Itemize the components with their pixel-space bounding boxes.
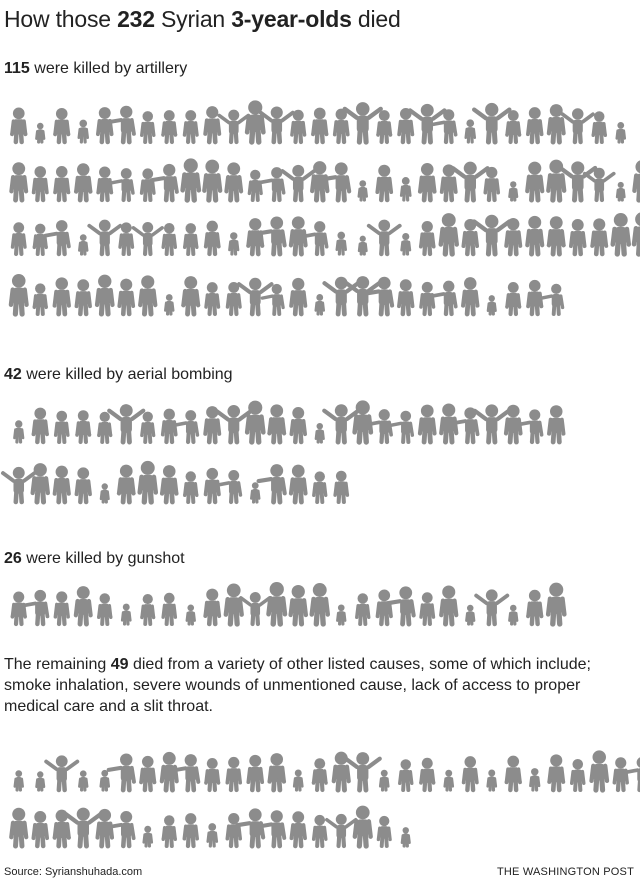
artillery-row-4 <box>4 268 636 316</box>
child-silhouette-4-48 <box>378 816 390 846</box>
child-silhouette-2-34 <box>160 465 179 502</box>
child-silhouette-1-93 <box>76 279 90 314</box>
child-silhouette-4-31 <box>11 808 26 846</box>
child-silhouette-1-37 <box>152 164 177 200</box>
child-silhouette-1-104 <box>316 294 324 314</box>
child-silhouette-1-65 <box>120 222 132 254</box>
child-silhouette-4-13 <box>267 753 286 790</box>
child-silhouette-2-19 <box>391 411 413 442</box>
child-silhouette-1-49 <box>418 163 437 200</box>
child-silhouette-1-23 <box>474 103 509 142</box>
child-silhouette-1-58 <box>617 182 624 200</box>
child-silhouette-4-3 <box>46 755 77 790</box>
child-silhouette-2-2 <box>31 408 49 442</box>
child-silhouette-3-15 <box>312 583 328 624</box>
child-silhouette-1-17 <box>345 102 381 142</box>
child-silhouette-4-4 <box>79 770 87 790</box>
title-age: 3-year-olds <box>231 6 352 32</box>
child-silhouette-3-17 <box>357 593 369 624</box>
child-silhouette-3-22 <box>467 605 474 624</box>
child-silhouette-1-105 <box>324 277 358 314</box>
child-silhouette-1-74 <box>304 221 327 254</box>
child-silhouette-1-35 <box>111 168 133 200</box>
child-silhouette-2-30 <box>77 467 90 502</box>
silhouette-row <box>4 396 636 444</box>
child-silhouette-2-20 <box>420 405 435 442</box>
child-silhouette-2-27 <box>3 467 35 502</box>
child-silhouette-3-14 <box>291 585 306 624</box>
artillery-row-3 <box>4 208 636 256</box>
child-silhouette-3-23 <box>476 589 507 624</box>
child-silhouette-4-7 <box>139 756 156 790</box>
child-silhouette-3-16 <box>337 604 345 624</box>
remaining-prefix: The remaining <box>4 656 111 673</box>
child-silhouette-1-95 <box>119 279 133 314</box>
title-total: 232 <box>117 6 155 32</box>
child-silhouette-4-19 <box>400 759 412 790</box>
child-silhouette-1-112 <box>488 295 495 314</box>
child-silhouette-1-90 <box>11 274 27 314</box>
child-silhouette-4-2 <box>37 771 44 790</box>
child-silhouette-4-41 <box>227 813 240 846</box>
artillery-count: 115 <box>4 60 30 77</box>
silhouette-row <box>4 800 636 848</box>
child-silhouette-1-4 <box>79 120 88 142</box>
child-silhouette-2-7 <box>142 412 154 442</box>
child-silhouette-2-41 <box>314 471 326 502</box>
child-silhouette-4-44 <box>291 811 305 846</box>
child-silhouette-2-39 <box>259 464 285 502</box>
child-silhouette-1-30 <box>11 162 26 200</box>
child-silhouette-1-27 <box>563 108 593 142</box>
child-silhouette-1-100 <box>228 282 240 314</box>
silhouette-row <box>4 154 636 202</box>
child-silhouette-1-69 <box>204 221 221 254</box>
child-silhouette-3-24 <box>509 605 517 624</box>
child-silhouette-1-15 <box>311 108 329 142</box>
child-silhouette-2-9 <box>175 410 197 442</box>
publisher-credit: THE WASHINGTON POST <box>496 866 634 878</box>
child-silhouette-3-21 <box>441 586 456 624</box>
child-silhouette-1-59 <box>634 160 640 200</box>
child-silhouette-1-26 <box>549 104 564 142</box>
child-silhouette-1-94 <box>97 275 112 314</box>
child-silhouette-2-13 <box>267 404 286 442</box>
child-silhouette-4-46 <box>327 814 356 846</box>
section-gunshot-heading <box>4 550 185 568</box>
child-silhouette-1-48 <box>401 177 410 200</box>
child-silhouette-1-78 <box>402 233 410 254</box>
gunshot-label: were killed by gunshot <box>21 550 185 567</box>
child-silhouette-1-76 <box>359 236 366 254</box>
child-silhouette-4-39 <box>184 813 197 846</box>
aerial-row-1 <box>4 396 636 444</box>
child-silhouette-1-107 <box>366 277 392 314</box>
child-silhouette-4-10 <box>204 758 220 790</box>
child-silhouette-3-11 <box>226 584 242 624</box>
child-silhouette-4-40 <box>208 823 217 846</box>
page-title <box>4 6 401 33</box>
child-silhouette-4-49 <box>402 827 409 846</box>
child-silhouette-4-5 <box>101 770 109 790</box>
other-row-2 <box>4 800 636 848</box>
child-silhouette-1-91 <box>32 283 48 314</box>
child-silhouette-1-29 <box>617 122 625 142</box>
child-silhouette-2-37 <box>218 470 240 502</box>
child-silhouette-3-1 <box>10 592 27 624</box>
child-silhouette-1-111 <box>463 277 477 314</box>
child-silhouette-4-15 <box>312 758 328 790</box>
remaining-count: 49 <box>110 656 129 673</box>
child-silhouette-1-41 <box>249 170 261 200</box>
child-silhouette-4-24 <box>504 756 522 790</box>
child-silhouette-1-98 <box>181 276 200 314</box>
child-silhouette-3-20 <box>421 592 433 624</box>
child-silhouette-3-10 <box>203 589 221 624</box>
child-silhouette-3-9 <box>187 604 195 624</box>
child-silhouette-4-25 <box>530 768 539 790</box>
child-silhouette-1-80 <box>441 213 457 254</box>
child-silhouette-1-60 <box>13 222 25 254</box>
child-silhouette-1-55 <box>548 160 564 200</box>
child-silhouette-1-36 <box>142 168 154 200</box>
child-silhouette-2-12 <box>247 401 263 442</box>
child-silhouette-3-13 <box>269 582 285 624</box>
child-silhouette-1-46 <box>359 180 367 200</box>
child-silhouette-3-8 <box>163 593 175 624</box>
child-silhouette-1-71 <box>246 218 264 254</box>
child-silhouette-1-77 <box>369 220 400 254</box>
child-silhouette-4-32 <box>33 811 47 846</box>
child-silhouette-1-31 <box>34 166 47 200</box>
child-silhouette-2-38 <box>251 482 259 502</box>
child-silhouette-2-15 <box>316 423 323 442</box>
child-silhouette-2-11 <box>217 405 250 442</box>
child-silhouette-1-10 <box>205 106 219 142</box>
child-silhouette-4-23 <box>488 770 496 790</box>
child-silhouette-2-4 <box>75 410 91 442</box>
title-suffix: died <box>351 6 401 32</box>
gunshot-row-1 <box>4 578 636 626</box>
child-silhouette-1-3 <box>53 108 70 142</box>
child-silhouette-1-8 <box>161 110 177 142</box>
child-silhouette-1-66 <box>133 222 162 254</box>
child-silhouette-1-47 <box>377 165 391 200</box>
child-silhouette-1-99 <box>206 282 218 314</box>
child-silhouette-1-106 <box>346 276 380 314</box>
child-silhouette-1-84 <box>527 216 542 254</box>
child-silhouette-1-2 <box>37 123 44 142</box>
child-silhouette-1-92 <box>55 277 69 314</box>
child-silhouette-1-89 <box>634 212 640 254</box>
child-silhouette-1-5 <box>98 107 112 142</box>
child-silhouette-1-113 <box>505 282 521 314</box>
child-silhouette-1-109 <box>421 282 434 314</box>
child-silhouette-2-17 <box>355 400 371 442</box>
child-silhouette-1-86 <box>571 219 585 254</box>
child-silhouette-1-110 <box>433 281 456 314</box>
child-silhouette-4-45 <box>314 815 326 846</box>
child-silhouette-3-2 <box>24 590 48 624</box>
section-aerial-heading <box>4 366 233 384</box>
child-silhouette-1-42 <box>261 167 284 200</box>
child-silhouette-1-83 <box>506 218 520 254</box>
child-silhouette-1-24 <box>505 110 521 142</box>
title-prefix: How those <box>4 6 118 32</box>
child-silhouette-2-23 <box>475 404 509 442</box>
child-silhouette-4-12 <box>248 755 262 790</box>
child-silhouette-1-61 <box>32 224 48 254</box>
child-silhouette-1-7 <box>142 111 154 142</box>
silhouette-row <box>4 456 636 504</box>
child-silhouette-3-4 <box>76 586 91 624</box>
child-silhouette-2-3 <box>56 411 68 442</box>
child-silhouette-1-82 <box>474 215 509 254</box>
child-silhouette-1-32 <box>53 166 70 200</box>
child-silhouette-1-38 <box>183 158 199 200</box>
aerial-label: were killed by aerial bombing <box>21 366 233 383</box>
remaining-body: died from a variety of other listed causes, some of which include; smoke inhalation, severe wounds of unmentioned cause, lack of access to proper medical care and a slit throat. <box>4 656 591 715</box>
remaining-causes-text <box>4 654 636 717</box>
section-artillery-heading <box>4 60 187 78</box>
child-silhouette-4-28 <box>592 750 607 790</box>
child-silhouette-2-40 <box>291 465 306 502</box>
child-silhouette-4-21 <box>445 770 453 790</box>
child-silhouette-1-85 <box>547 216 566 254</box>
child-silhouette-4-26 <box>547 754 565 790</box>
child-silhouette-1-56 <box>560 161 595 200</box>
child-silhouette-1-70 <box>230 232 238 254</box>
child-silhouette-1-97 <box>165 294 173 314</box>
child-silhouette-2-33 <box>140 461 156 502</box>
child-silhouette-4-38 <box>161 815 177 846</box>
child-silhouette-2-1 <box>15 420 23 442</box>
child-silhouette-4-29 <box>614 757 627 790</box>
child-silhouette-3-12 <box>241 592 270 624</box>
child-silhouette-1-13 <box>261 106 293 142</box>
artillery-row-2 <box>4 154 636 202</box>
aerial-count: 42 <box>4 366 22 383</box>
child-silhouette-4-14 <box>294 770 302 790</box>
child-silhouette-3-26 <box>548 583 564 624</box>
silhouette-row <box>4 208 636 256</box>
child-silhouette-1-96 <box>140 275 155 314</box>
artillery-label: were killed by artillery <box>29 60 188 77</box>
child-silhouette-1-62 <box>45 220 68 254</box>
child-silhouette-2-32 <box>117 465 136 502</box>
child-silhouette-4-1 <box>15 770 23 790</box>
child-silhouette-2-6 <box>109 404 143 442</box>
child-silhouette-3-6 <box>122 604 130 624</box>
child-silhouette-2-16 <box>324 404 358 442</box>
child-silhouette-4-20 <box>419 758 435 790</box>
child-silhouette-1-67 <box>163 223 175 254</box>
child-silhouette-1-115 <box>542 284 563 314</box>
other-row-1 <box>4 744 636 792</box>
child-silhouette-1-88 <box>613 213 629 254</box>
child-silhouette-1-51 <box>453 162 488 200</box>
child-silhouette-4-22 <box>464 756 477 790</box>
child-silhouette-1-79 <box>419 221 436 254</box>
child-silhouette-1-108 <box>399 279 413 314</box>
child-silhouette-1-22 <box>466 119 475 142</box>
child-silhouette-1-54 <box>527 162 542 200</box>
child-silhouette-2-29 <box>55 466 69 502</box>
child-silhouette-1-87 <box>590 218 608 254</box>
gunshot-count: 26 <box>4 550 22 567</box>
silhouette-row <box>4 744 636 792</box>
child-silhouette-1-14 <box>292 110 305 142</box>
child-silhouette-1-53 <box>510 181 517 200</box>
child-silhouette-2-35 <box>183 471 199 502</box>
child-silhouette-1-75 <box>337 232 346 254</box>
child-silhouette-2-14 <box>291 407 305 442</box>
title-middle: Syrian <box>154 6 232 32</box>
child-silhouette-4-27 <box>572 759 584 790</box>
child-silhouette-1-40 <box>226 162 241 200</box>
artillery-row-1 <box>4 96 636 144</box>
child-silhouette-2-31 <box>101 483 108 502</box>
child-silhouette-1-6 <box>109 106 134 142</box>
child-silhouette-4-17 <box>346 752 380 790</box>
child-silhouette-1-12 <box>247 100 263 142</box>
child-silhouette-3-5 <box>97 593 113 624</box>
child-silhouette-3-3 <box>55 591 68 624</box>
child-silhouette-2-5 <box>97 412 112 442</box>
child-silhouette-3-25 <box>526 590 543 624</box>
child-silhouette-1-52 <box>485 167 498 200</box>
child-silhouette-3-19 <box>388 586 414 624</box>
source-note: Source: Syrianshuhada.com <box>4 866 143 878</box>
child-silhouette-1-68 <box>183 223 199 254</box>
child-silhouette-1-18 <box>376 110 392 142</box>
child-silhouette-4-6 <box>109 753 134 790</box>
child-silhouette-1-63 <box>79 234 87 254</box>
child-silhouette-3-7 <box>140 594 155 624</box>
child-silhouette-2-42 <box>333 471 349 502</box>
silhouette-row <box>4 268 636 316</box>
child-silhouette-4-18 <box>380 770 388 790</box>
child-silhouette-2-26 <box>549 405 563 442</box>
child-silhouette-1-25 <box>528 107 542 142</box>
child-silhouette-4-37 <box>144 826 152 846</box>
child-silhouette-1-43 <box>282 165 314 200</box>
child-silhouette-1-103 <box>291 278 305 314</box>
child-silhouette-2-28 <box>33 463 48 502</box>
aerial-row-2 <box>4 456 636 504</box>
child-silhouette-4-34 <box>66 808 101 846</box>
child-silhouette-1-64 <box>89 220 120 254</box>
silhouette-row <box>4 96 636 144</box>
child-silhouette-4-36 <box>109 811 133 846</box>
child-silhouette-2-25 <box>519 409 542 442</box>
child-silhouette-1-39 <box>204 160 220 200</box>
child-silhouette-1-11 <box>219 110 248 142</box>
child-silhouette-4-11 <box>227 757 240 790</box>
child-silhouette-1-1 <box>10 108 28 142</box>
child-silhouette-3-18 <box>378 590 391 624</box>
child-silhouette-1-16 <box>335 109 348 142</box>
child-silhouette-1-33 <box>74 163 93 200</box>
child-silhouette-4-47 <box>355 806 371 846</box>
silhouette-row <box>4 578 636 626</box>
child-silhouette-1-9 <box>185 110 197 142</box>
child-silhouette-4-30 <box>626 757 640 790</box>
